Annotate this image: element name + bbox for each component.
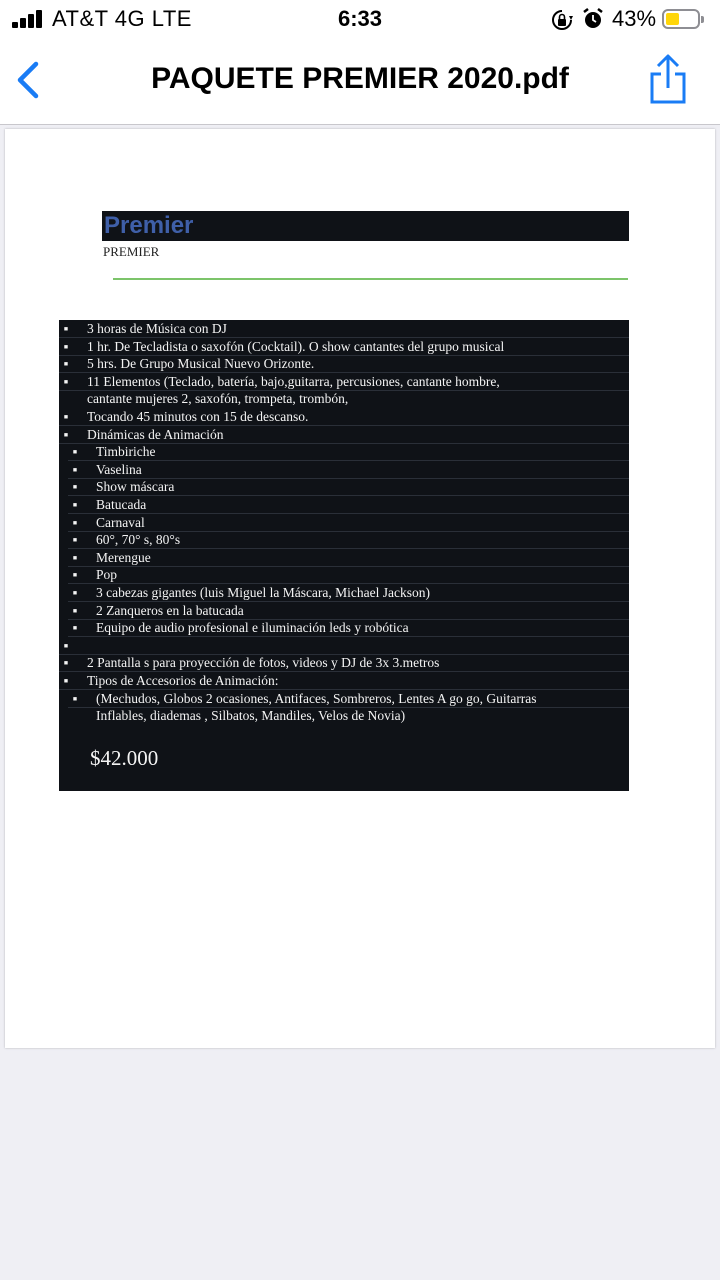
document-line xyxy=(68,707,629,724)
bullet-icon: ▪ xyxy=(63,637,69,653)
line-text: Pop xyxy=(96,567,118,583)
battery-icon xyxy=(662,9,700,29)
carrier-label: AT&T 4G LTE xyxy=(52,6,192,31)
line-text: Batucada xyxy=(96,497,147,512)
green-divider xyxy=(113,278,628,280)
bullet-icon: ▪ xyxy=(63,321,69,336)
line-text: Tocando 45 minutos con 15 de descanso. xyxy=(87,409,309,424)
document-line xyxy=(68,690,629,708)
bullet-icon: ▪ xyxy=(63,373,69,389)
line-text: Equipo de audio profesional e iluminación leds y robótica xyxy=(96,620,409,636)
line-text: (Mechudos, Globos 2 ocasiones, Antifaces, Sombreros, Lentes A go go, Guitarras xyxy=(96,690,537,706)
orientation-lock-icon xyxy=(551,9,573,31)
line-text: 11 Elementos (Teclado, batería, bajo,guitarra, percusiones, cantante hombre, xyxy=(87,373,500,389)
line-text: Carnaval xyxy=(96,514,145,530)
line-text: Vaselina xyxy=(96,461,142,477)
battery-level xyxy=(666,13,679,25)
line-text: Dinámicas de Animación xyxy=(87,426,224,442)
header-title: Premier xyxy=(104,212,194,239)
bullet-icon: ▪ xyxy=(72,602,78,618)
header-bar xyxy=(102,211,629,241)
document-line xyxy=(59,408,629,426)
document-line xyxy=(68,443,629,461)
bullet-icon: ▪ xyxy=(63,409,69,424)
bullet-icon: ▪ xyxy=(72,444,78,460)
document-line xyxy=(59,672,629,690)
bullet-icon: ▪ xyxy=(72,497,78,512)
document-line xyxy=(68,619,629,637)
document-line xyxy=(59,355,629,373)
document-line xyxy=(68,566,629,584)
battery-percentage: 43% xyxy=(612,6,657,31)
bullet-icon: ▪ xyxy=(72,461,78,477)
navigation-bar xyxy=(0,40,720,125)
clock: 6:33 xyxy=(337,6,383,31)
line-text: 5 hrs. De Grupo Musical Nuevo Orizonte. xyxy=(87,356,315,372)
status-bar xyxy=(0,0,720,40)
line-text: 1 hr. De Tecladista o saxofón (Cocktail). O show cantantes del grupo musical xyxy=(87,338,505,354)
package-price: $42.000 xyxy=(90,746,159,770)
bullet-icon: ▪ xyxy=(72,585,78,600)
document-line xyxy=(68,584,629,602)
bullet-icon: ▪ xyxy=(72,532,78,548)
line-text: cantante mujeres 2, saxofón, trompeta, trombón, xyxy=(87,391,349,407)
bullet-icon: ▪ xyxy=(72,620,78,636)
document-title: PAQUETE PREMIER 2020.pdf xyxy=(151,62,569,95)
document-line xyxy=(68,602,629,620)
document-line xyxy=(68,514,629,532)
document-line xyxy=(68,496,629,514)
document-line xyxy=(59,654,629,672)
bullet-icon: ▪ xyxy=(72,567,78,583)
document-line xyxy=(59,320,629,338)
line-text: 2 Zanqueros en la batucada xyxy=(96,602,244,618)
document-line xyxy=(68,478,629,496)
bullet-icon: ▪ xyxy=(63,673,69,688)
document-line xyxy=(68,549,629,567)
document-line xyxy=(59,338,629,356)
bullet-icon: ▪ xyxy=(63,356,69,372)
document-line xyxy=(68,531,629,549)
line-text: 60°, 70° s, 80°s xyxy=(96,532,181,548)
line-text: 3 horas de Música con DJ xyxy=(87,321,227,336)
line-text: Tipos de Accesorios de Animación: xyxy=(87,673,279,688)
document-line xyxy=(59,426,629,444)
line-text: 2 Pantalla s para proyección de fotos, videos y DJ de 3x 3.metros xyxy=(87,655,440,671)
bullet-icon: ▪ xyxy=(63,655,69,671)
document-line xyxy=(59,637,629,655)
bullet-icon: ▪ xyxy=(63,338,69,354)
alarm-icon xyxy=(582,7,604,31)
document-line xyxy=(59,373,629,391)
bullet-icon: ▪ xyxy=(63,426,69,442)
line-text: Inflables, diademas , Silbatos, Mandiles, Velos de Novia) xyxy=(96,708,406,724)
line-text: Merengue xyxy=(96,549,151,565)
share-button[interactable] xyxy=(644,52,692,108)
package-details xyxy=(59,320,629,791)
header-subtitle: PREMIER xyxy=(103,244,160,259)
line-text: 3 cabezas gigantes (luis Miguel la Máscara, Michael Jackson) xyxy=(96,585,431,600)
bullet-icon: ▪ xyxy=(72,514,78,530)
bullet-icon: ▪ xyxy=(72,549,78,565)
bullet-icon: ▪ xyxy=(72,479,78,495)
line-text: Timbiriche xyxy=(96,444,156,460)
bullet-icon: ▪ xyxy=(72,690,78,706)
document-line xyxy=(68,461,629,479)
pdf-page[interactable] xyxy=(5,129,715,1048)
line-text: Show máscara xyxy=(96,479,175,495)
document-line xyxy=(59,390,629,407)
